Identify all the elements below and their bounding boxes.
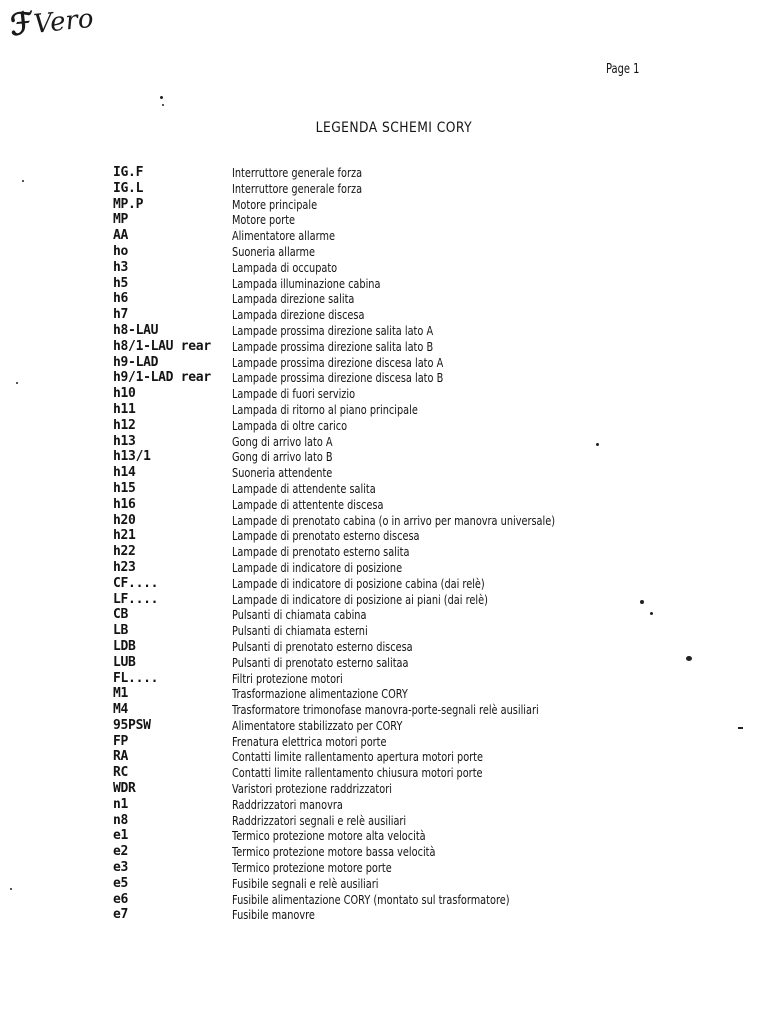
- legend-code: h8-LAU: [113, 322, 159, 338]
- legend-description: Lampade prossima direzione salita lato B: [232, 338, 434, 354]
- legend-code: h14: [113, 465, 136, 481]
- legend-code: h3: [113, 259, 129, 275]
- legend-description: Termico protezione motore alta velocità: [232, 828, 426, 844]
- legend-code: LF....: [113, 591, 159, 607]
- legend-description: Lampade di fuori servizio: [232, 386, 356, 402]
- legend-description: Fusibile segnali e relè ausiliari: [232, 875, 379, 891]
- legend-code: n1: [113, 796, 129, 812]
- legend-description: Lampada di ritorno al piano principale: [232, 401, 418, 417]
- legend-description: Lampade di attentente discesa: [232, 496, 384, 512]
- legend-description: Termico protezione motore bassa velocità: [232, 844, 436, 860]
- legend-description: Contatti limite rallentamento chiusura motori porte: [232, 765, 483, 781]
- legend-code: n8: [113, 812, 129, 828]
- legend-code: h16: [113, 496, 136, 512]
- legend-description: Lampada di oltre carico: [232, 417, 348, 433]
- legend-code: e7: [113, 907, 129, 923]
- legend-description: Suoneria allarme: [232, 243, 316, 259]
- legend-code: h20: [113, 512, 136, 528]
- legend-description: Lampade prossima direzione discesa lato B: [232, 370, 444, 386]
- legend-description: Fusibile manovre: [232, 907, 315, 923]
- legend-description: Lampade prossima direzione discesa lato A: [232, 354, 444, 370]
- legend-description: Lampada illuminazione cabina: [232, 275, 381, 291]
- legend-code: h11: [113, 401, 136, 417]
- legend-description: Lampada direzione salita: [232, 291, 355, 307]
- page-number: Page 1: [606, 62, 640, 77]
- legend-code: ho: [113, 243, 129, 259]
- legend-description: Lampade di prenotato esterno discesa: [232, 528, 420, 544]
- legend-description: Raddrizzatori segnali e relè ausiliari: [232, 812, 407, 828]
- legend-description: Lampade di indicatore di posizione cabina (dai relè): [232, 575, 485, 591]
- legend-description: Filtri protezione motori: [232, 670, 343, 686]
- legend-description: Suoneria attendente: [232, 465, 333, 481]
- legend-description: Trasformatore trimonofase manovra-porte-segnali relè ausiliari: [232, 702, 539, 718]
- handwritten-note-text: Vero: [32, 3, 95, 40]
- legend-code: M1: [113, 686, 129, 702]
- legend-code: LB: [113, 623, 129, 639]
- legend-code: h21: [113, 528, 136, 544]
- legend-code: h13/1: [113, 449, 151, 465]
- legend-description: Termico protezione motore porte: [232, 860, 392, 876]
- legend-code: CB: [113, 607, 129, 623]
- legend-description: Lampade di attendente salita: [232, 480, 376, 496]
- legend-code: MP: [113, 212, 129, 228]
- legend-code: M4: [113, 702, 129, 718]
- legend-code: e2: [113, 844, 129, 860]
- legend-code: e3: [113, 860, 129, 876]
- legend-code: FP: [113, 733, 129, 749]
- legend-code: IG.F: [113, 165, 144, 180]
- legend-code: h23: [113, 559, 136, 575]
- legend-description: Pulsanti di chiamata esterni: [232, 623, 368, 639]
- handwritten-mark: ℱ: [8, 5, 36, 44]
- legend-description: Lampade di indicatore di posizione: [232, 559, 403, 575]
- scan-speck: [738, 727, 743, 729]
- legend-code: RA: [113, 749, 129, 765]
- legend-code: 95PSW: [113, 717, 151, 733]
- legend-description: Lampade di prenotato esterno salita: [232, 544, 410, 560]
- legend-description: Varistori protezione raddrizzatori: [232, 781, 392, 797]
- legend-description: Interruttore generale forza: [232, 180, 363, 196]
- document-title-text: LEGENDA SCHEMI CORY: [315, 120, 473, 136]
- legend-description: Motore porte: [232, 212, 296, 228]
- legend-code: h15: [113, 480, 136, 496]
- legend-code: h7: [113, 307, 129, 323]
- legend-code: MP.P: [113, 196, 144, 212]
- legend-description: Lampade di indicatore di posizione ai piani (dai relè): [232, 591, 488, 607]
- handwritten-note: [8, 0, 95, 43]
- scan-speck: [160, 96, 163, 99]
- scan-speck: [10, 888, 12, 890]
- legend-description: Contatti limite rallentamento apertura motori porte: [232, 749, 484, 765]
- legend-code: CF....: [113, 575, 159, 591]
- legend-code: h9-LAD: [113, 354, 159, 370]
- legend-description: Motore principale: [232, 196, 318, 212]
- scan-speck: [162, 104, 164, 106]
- legend-code: h12: [113, 417, 136, 433]
- legend-code: e6: [113, 891, 129, 907]
- legend-description: Lampada direzione discesa: [232, 307, 365, 323]
- legend-code: h6: [113, 291, 129, 307]
- legend-code: e5: [113, 875, 129, 891]
- legend-code: FL....: [113, 670, 159, 686]
- scan-speck: [22, 180, 24, 182]
- legend-description: Pulsanti di prenotato esterno discesa: [232, 638, 413, 654]
- legend-code: RC: [113, 765, 129, 781]
- legend-description: Trasformazione alimentazione CORY: [232, 686, 408, 702]
- legend-code: LUB: [113, 654, 136, 670]
- legend-description: Pulsanti di chiamata cabina: [232, 607, 367, 623]
- legend-description: Gong di arrivo lato A: [232, 433, 333, 449]
- legend-code: h13: [113, 433, 136, 449]
- legend-code: h10: [113, 386, 136, 402]
- legend-code: h9/1-LAD rear: [113, 370, 211, 386]
- legend-description: Gong di arrivo lato B: [232, 449, 333, 465]
- legend-code: h8/1-LAU rear: [113, 338, 211, 354]
- scan-speck: [596, 443, 599, 446]
- legend-description: Fusibile alimentazione CORY (montato sul trasformatore): [232, 891, 510, 907]
- scan-speck: [650, 612, 653, 615]
- legend-code: h22: [113, 544, 136, 560]
- legend-code: e1: [113, 828, 129, 844]
- legend-description: Pulsanti di prenotato esterno salitaa: [232, 654, 409, 670]
- scan-speck: [16, 382, 18, 384]
- legend-description: Lampada di occupato: [232, 259, 338, 275]
- legend-description: Interruttore generale forza: [232, 165, 363, 180]
- legend-code: IG.L: [113, 180, 144, 196]
- legend-description: Lampade di prenotato cabina (o in arrivo per manovra universale): [232, 512, 556, 528]
- legend-code: AA: [113, 228, 129, 244]
- legend-code: LDB: [113, 638, 136, 654]
- legend-description: Lampade prossima direzione salita lato A: [232, 322, 434, 338]
- legend-description: Alimentatore stabilizzato per CORY: [232, 717, 403, 733]
- legend-description: Raddrizzatori manovra: [232, 796, 343, 812]
- legend-description: Frenatura elettrica motori porte: [232, 733, 387, 749]
- legend-description: Alimentatore allarme: [232, 228, 335, 244]
- document-title: [0, 120, 768, 136]
- legend-code: WDR: [113, 781, 136, 797]
- legend-code: h5: [113, 275, 129, 291]
- scan-speck: [640, 600, 644, 604]
- scan-speck: [686, 656, 692, 661]
